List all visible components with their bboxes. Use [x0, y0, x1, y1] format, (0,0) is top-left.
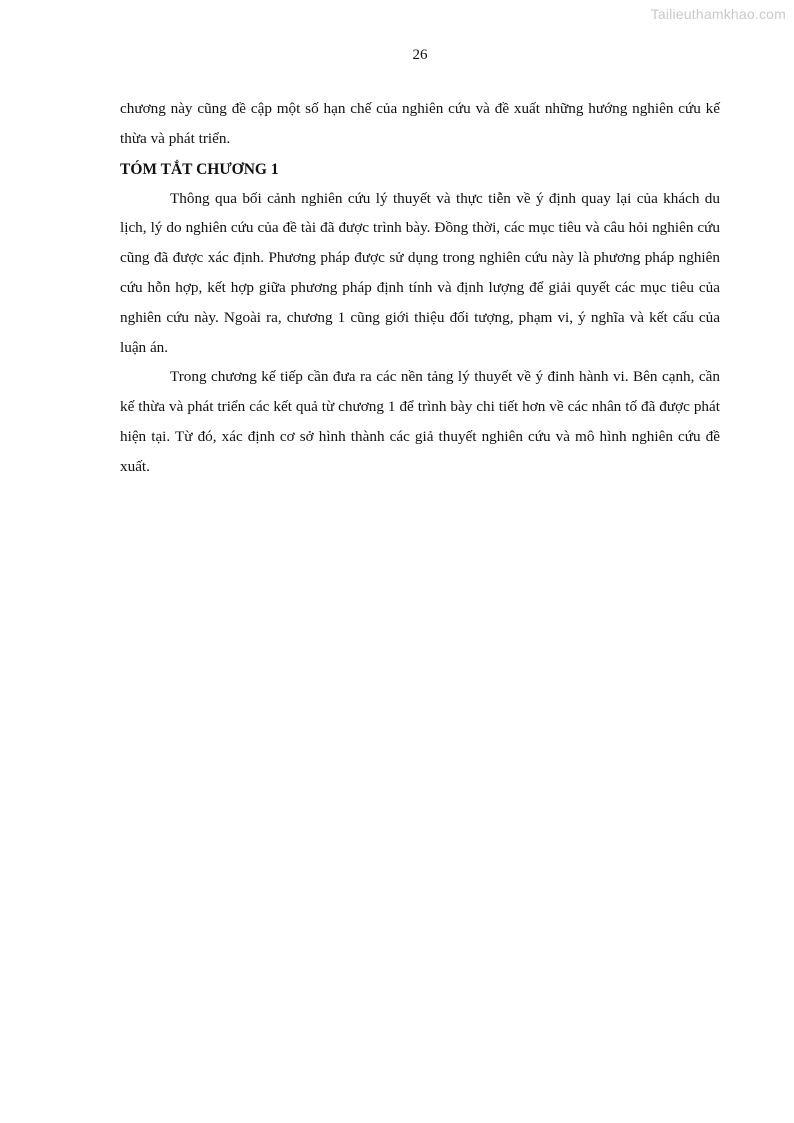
intro-paragraph: chương này cũng đề cập một số hạn chế của nghiên cứu và đề xuất những hướng nghiên cứu kế thừa và phát triển.: [120, 100, 720, 147]
watermark: Tailieuthamkhao.com: [650, 6, 786, 22]
page-number: 26: [412, 47, 428, 63]
summary-paragraph-2: Trong chương kế tiếp cần đưa ra các nền tảng lý thuyết về ý đinh hành vi. Bên cạnh, cần kế thừa và phát triển các kết quả từ chương 1 để trình bày chi tiết hơn về các nhân tố đã được phát hiện tại. Từ đó, xác định cơ sở hình thành các giả thuyết nghiên cứu và mô hình nghiên cứu đề xuất.: [120, 368, 720, 475]
summary-paragraph-1: Thông qua bối cảnh nghiên cứu lý thuyết và thực tiễn về ý định quay lại của khách du lịch, lý do nghiên cứu của đề tài đã được trình bày. Đồng thời, các mục tiêu và câu hỏi nghiên cứu cũng đã được xác định. Phương pháp được sử dụng trong nghiên cứu này là phương pháp nghiên cứu hỗn hợp, kết hợp giữa phương pháp định tính và định lượng để giải quyết các mục tiêu của nghiên cứu này. Ngoài ra, chương 1 cũng giới thiệu đối tượng, phạm vi, ý nghĩa và kết cấu của luận án.: [120, 189, 720, 356]
document-body: [120, 94, 720, 482]
section-heading: TÓM TẮT CHƯƠNG 1: [120, 160, 279, 178]
